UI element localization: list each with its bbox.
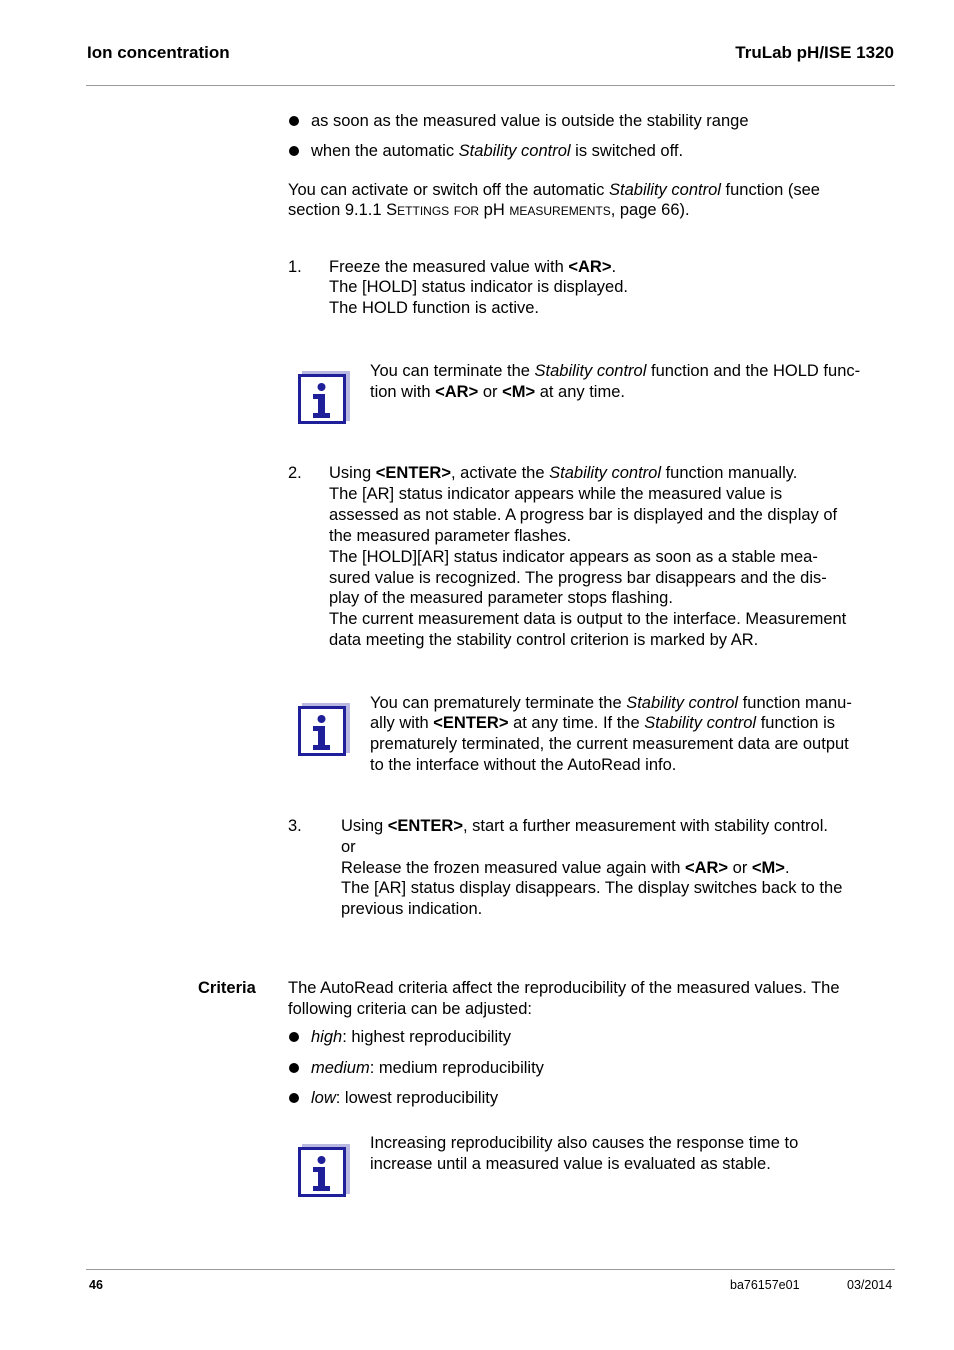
step-text: The [AR] status display disappears. The display switches back to the xyxy=(341,879,843,897)
step-text: play of the measured parameter stops flashing. xyxy=(329,589,673,607)
header-product-title: TruLab pH/ISE 1320 xyxy=(735,43,894,62)
step-text: The [HOLD] status indicator is displayed. xyxy=(329,278,628,296)
bullet-text: as soon as the measured value is outside the stability range xyxy=(311,112,749,130)
note-text: You can prematurely terminate the Stability control function manu- xyxy=(370,694,852,712)
note-text: tion with <AR> or <M> at any time. xyxy=(370,383,625,401)
page-number: 46 xyxy=(89,1278,103,1292)
note-text: to the interface without the AutoRead info. xyxy=(370,756,677,774)
step-text: data meeting the stability control criterion is marked by AR. xyxy=(329,631,759,649)
step-number: 1. xyxy=(288,258,302,276)
bullet-dot-icon xyxy=(289,1063,299,1073)
bullet-dot-icon xyxy=(289,1032,299,1042)
step-number: 2. xyxy=(288,464,302,482)
paragraph-line: You can activate or switch off the automatic Stability control function (see xyxy=(288,181,820,199)
info-icon xyxy=(298,371,350,425)
step-text: Freeze the measured value with <AR>. xyxy=(329,258,617,276)
note-text: ally with <ENTER> at any time. If the Stability control function is xyxy=(370,714,835,732)
criteria-item: medium: medium reproducibility xyxy=(311,1059,544,1077)
step-text: The HOLD function is active. xyxy=(329,299,540,317)
criteria-item: low: lowest reproducibility xyxy=(311,1089,499,1107)
bullet-dot-icon xyxy=(289,1093,299,1103)
bullet-text: when the automatic Stability control is switched off. xyxy=(311,142,684,160)
doc-date: 03/2014 xyxy=(847,1278,893,1292)
step-number: 3. xyxy=(288,817,302,835)
step-text: Using <ENTER>, start a further measurement with stability control. xyxy=(341,817,828,835)
step-text: The [HOLD][AR] status indicator appears as soon as a stable mea- xyxy=(329,548,818,566)
bullet-dot-icon xyxy=(289,146,299,156)
info-icon xyxy=(298,703,350,757)
doc-id: ba76157e01 xyxy=(730,1278,800,1292)
criteria-label: Criteria xyxy=(198,979,256,997)
criteria-item: high: highest reproducibility xyxy=(311,1028,511,1046)
bullet-dot-icon xyxy=(289,116,299,126)
note-text: increase until a measured value is evaluated as stable. xyxy=(370,1155,771,1173)
footer-rule xyxy=(86,1269,895,1270)
step-text: The current measurement data is output to the interface. Measurement xyxy=(329,610,847,628)
step-text: assessed as not stable. A progress bar is displayed and the display of xyxy=(329,506,838,524)
step-text: Release the frozen measured value again with <AR> or <M>. xyxy=(341,859,790,877)
criteria-text: following criteria can be adjusted: xyxy=(288,1000,532,1018)
step-text: previous indication. xyxy=(341,900,483,918)
step-text: the measured parameter flashes. xyxy=(329,527,572,545)
note-text: Increasing reproducibility also causes the response time to xyxy=(370,1134,799,1152)
header-section-title: Ion concentration xyxy=(87,43,230,62)
step-text: or xyxy=(341,838,356,856)
step-text: sured value is recognized. The progress bar disappears and the dis- xyxy=(329,569,827,587)
step-text: The [AR] status indicator appears while the measured value is xyxy=(329,485,783,503)
step-text: Using <ENTER>, activate the Stability control function manually. xyxy=(329,464,798,482)
note-text: prematurely terminated, the current measurement data are output xyxy=(370,735,849,753)
paragraph-line-section-ref: section 9.1.1 Settings for pH measurements, page 66). xyxy=(288,201,690,219)
note-text: You can terminate the Stability control function and the HOLD func- xyxy=(370,362,861,380)
info-icon xyxy=(298,1144,350,1198)
criteria-text: The AutoRead criteria affect the reproducibility of the measured values. The xyxy=(288,979,840,997)
header-rule xyxy=(86,85,895,86)
